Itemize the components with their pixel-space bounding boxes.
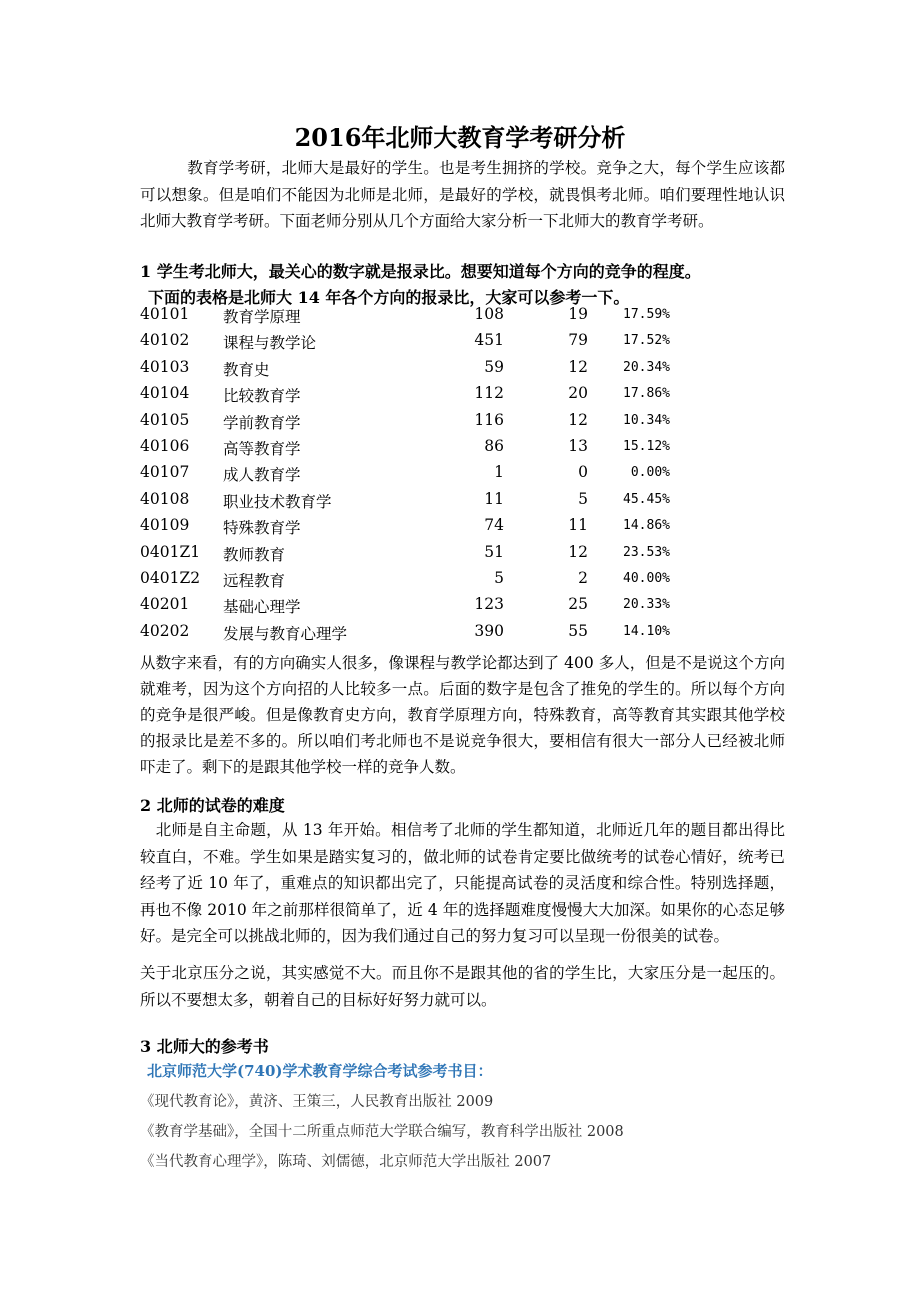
program-name: 课程与教学论 bbox=[223, 334, 317, 353]
table-row bbox=[140, 358, 700, 384]
admitted-count: 12 bbox=[568, 542, 588, 561]
program-name: 特殊教育学 bbox=[223, 519, 301, 538]
section1-heading-line1: 1 学生考北师大，最关心的数字就是报录比。想要知道每个方向的竞争的程度。 bbox=[140, 262, 701, 281]
table-row bbox=[140, 543, 700, 569]
admitted-count: 12 bbox=[568, 357, 588, 376]
admission-ratio: 0.00% bbox=[630, 465, 670, 481]
admitted-count: 79 bbox=[568, 331, 588, 350]
section1-heading-line2: 下面的表格是北师大 14 年各个方向的报录比，大家可以参考一下。 bbox=[148, 288, 630, 307]
program-name: 学前教育学 bbox=[223, 413, 301, 432]
program-code: 40108 bbox=[140, 489, 190, 508]
program-code: 0401Z1 bbox=[140, 542, 201, 561]
reference-list-heading: 北京师范大学(740)学术教育学综合考试参考书目： bbox=[147, 1062, 493, 1080]
admission-ratio: 20.34% bbox=[623, 359, 670, 375]
program-name: 职业技术教育学 bbox=[223, 492, 332, 511]
program-code: 40105 bbox=[140, 410, 190, 429]
program-code: 40106 bbox=[140, 436, 190, 455]
admission-ratio: 40.00% bbox=[623, 570, 670, 586]
table-row bbox=[140, 463, 700, 489]
admission-ratio: 20.33% bbox=[623, 597, 670, 613]
applicant-count: 1 bbox=[494, 463, 504, 482]
admitted-count: 12 bbox=[568, 410, 588, 429]
admitted-count: 13 bbox=[568, 436, 588, 455]
admission-ratio: 23.53% bbox=[623, 544, 670, 560]
admitted-count: 55 bbox=[568, 621, 588, 640]
program-code: 40201 bbox=[140, 595, 190, 614]
program-code: 40202 bbox=[140, 621, 190, 640]
program-name: 高等教育学 bbox=[223, 439, 301, 458]
program-code: 0401Z2 bbox=[140, 568, 201, 587]
program-code: 40103 bbox=[140, 357, 190, 376]
admission-ratio-table bbox=[140, 305, 700, 648]
section2-heading: 2 北师的试卷的难度 bbox=[140, 796, 285, 815]
admission-ratio: 17.52% bbox=[623, 333, 670, 349]
section1-analysis: 从数字来看，有的方向确实人很多，像课程与教学论都达到了 400 多人，但是不是说这个方向就难考，因为这个方向招的人比较多一点。后面的数字是包含了推免的学生的。所以每个方向的竞争是很严峻。但是像教育史方向，教育学原理方向，特殊教育，高等教育其实跟其他学校的报录比是差不多的。所以咱们考北师也不是说竞争很大，要相信有很大一部分人已经被北师吓走了。剩下的是跟其他学校一样的竞争人数。 bbox=[140, 654, 785, 776]
admission-ratio: 17.59% bbox=[623, 307, 670, 322]
page-title: 2016年北师大教育学考研分析 bbox=[294, 123, 626, 152]
program-code: 40101 bbox=[140, 305, 190, 323]
admitted-count: 5 bbox=[578, 489, 588, 508]
admitted-count: 0 bbox=[578, 463, 588, 482]
reference-book-3: 《当代教育心理学》，陈琦、刘儒德，北京师范大学出版社 2007 bbox=[140, 1154, 552, 1170]
admission-ratio: 14.10% bbox=[623, 623, 670, 639]
applicant-count: 5 bbox=[494, 568, 504, 587]
section2-paragraph-1: 北师是自主命题，从 13 年开始。相信考了北师的学生都知道，北师近几年的题目都出得比较直白，不难。学生如果是踏实复习的，做北师的试卷肯定要比做统考的试卷心情好，统考已经考了近 10 年了，重难点的知识都出完了，只能提高试卷的灵活度和综合性。特别选择题，再也不像 2010 年之前那样很简单了，近 4 年的选择题难度慢慢大大加深。如果你的心态足够好。是完全可以挑战北师的，因为我们通过自己的努力复习可以呈现一份很美的试卷。 bbox=[140, 821, 785, 945]
admitted-count: 11 bbox=[568, 516, 588, 535]
table-row bbox=[140, 569, 700, 595]
admission-ratio: 45.45% bbox=[623, 491, 670, 507]
reference-book-2: 《教育学基础》，全国十二所重点师范大学联合编写，教育科学出版社 2008 bbox=[140, 1124, 624, 1140]
table-row bbox=[140, 490, 700, 516]
program-name: 成人教育学 bbox=[223, 466, 301, 485]
table-row bbox=[140, 622, 700, 648]
admission-ratio: 17.86% bbox=[623, 386, 670, 402]
applicant-count: 390 bbox=[474, 621, 504, 640]
applicant-count: 451 bbox=[474, 331, 504, 350]
program-name: 远程教育 bbox=[223, 571, 286, 590]
program-name: 教育史 bbox=[223, 360, 270, 379]
applicant-count: 59 bbox=[484, 357, 504, 376]
admitted-count: 2 bbox=[578, 568, 588, 587]
reference-book-1: 《现代教育论》，黄济、王策三，人民教育出版社 2009 bbox=[140, 1094, 494, 1110]
applicant-count: 51 bbox=[484, 542, 504, 561]
admitted-count: 19 bbox=[568, 305, 588, 323]
table-row bbox=[140, 384, 700, 410]
admitted-count: 20 bbox=[568, 384, 588, 403]
admission-ratio: 10.34% bbox=[623, 412, 670, 428]
intro-paragraph: 教育学考研，北师大是最好的学生。也是考生拥挤的学校。竞争之大，每个学生应该都可以想象。但是咱们不能因为北师是北师，是最好的学校，就畏惧考北师。咱们要理性地认识北师大教育学考研。下面老师分别从几个方面给大家分析一下北师大的教育学考研。 bbox=[140, 159, 785, 230]
program-name: 比较教育学 bbox=[223, 387, 301, 406]
applicant-count: 74 bbox=[484, 516, 504, 535]
section2-paragraph-2: 关于北京压分之说，其实感觉不大。而且你不是跟其他的省的学生比，大家压分是一起压的。所以不要想太多，朝着自己的目标好好努力就可以。 bbox=[140, 964, 785, 1009]
table-row bbox=[140, 595, 700, 621]
table-row bbox=[140, 331, 700, 357]
program-code: 40102 bbox=[140, 331, 190, 350]
applicant-count: 123 bbox=[474, 595, 504, 614]
table-row bbox=[140, 516, 700, 542]
applicant-count: 108 bbox=[474, 305, 504, 323]
program-name: 发展与教育心理学 bbox=[223, 624, 348, 643]
applicant-count: 112 bbox=[474, 384, 504, 403]
program-code: 40107 bbox=[140, 463, 190, 482]
applicant-count: 86 bbox=[484, 436, 504, 455]
table-row bbox=[140, 411, 700, 437]
program-name: 教育学原理 bbox=[223, 308, 301, 326]
program-name: 教师教育 bbox=[223, 545, 286, 564]
table-row bbox=[140, 305, 700, 331]
admission-ratio: 14.86% bbox=[623, 518, 670, 534]
admitted-count: 25 bbox=[568, 595, 588, 614]
section3-heading: 3 北师大的参考书 bbox=[140, 1037, 269, 1056]
applicant-count: 11 bbox=[484, 489, 504, 508]
program-code: 40109 bbox=[140, 516, 190, 535]
program-name: 基础心理学 bbox=[223, 598, 301, 617]
applicant-count: 116 bbox=[474, 410, 504, 429]
table-row bbox=[140, 437, 700, 463]
admission-ratio: 15.12% bbox=[623, 438, 670, 454]
program-code: 40104 bbox=[140, 384, 190, 403]
